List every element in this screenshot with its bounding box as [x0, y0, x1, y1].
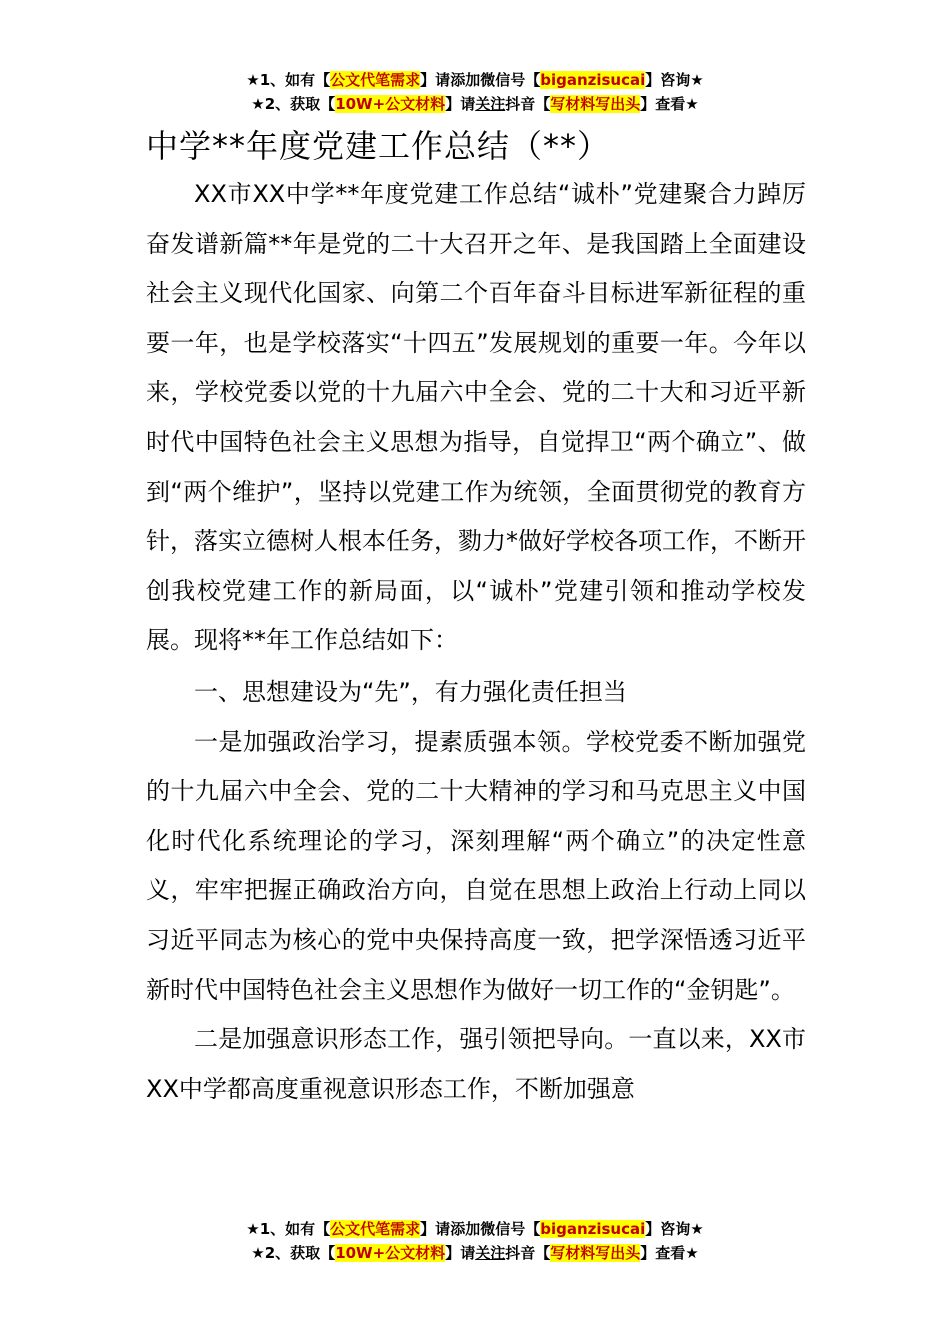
promo-line-1: ★1、如有【公文代笔需求】请添加微信号【biganzisucai】咨询★ [246, 1220, 704, 1238]
promo-douyin-id: 写材料写出头 [550, 1244, 641, 1262]
section-heading: 一、思想建设为“先”，有力强化责任担当 [194, 677, 627, 706]
bottom-promo-banner [0, 1217, 950, 1265]
document-title: 中学**年度党建工作总结（**） [146, 127, 611, 165]
paragraph-point-1: 一是加强政治学习，提素质强本领。学校党委不断加强党的十九届六中全会、党的二十大精神的学习和马克思主义中国化时代化系统理论的学习，深刻理解“两个确立”的决定性意义，牢牢把握正确政治方向，自觉在思想上政治上行动上同以习近平同志为核心的党中央保持高度一致，把学深悟透习近平新时代中国特色社会主义思想作为做好一切工作的“金钥匙”。 [146, 727, 806, 1004]
document-body [146, 170, 806, 1114]
top-promo-banner [0, 68, 950, 116]
promo-highlight: 公文代笔需求 [330, 1220, 421, 1238]
promo-line-2: ★2、获取【10W+公文材料】请关注抖音【写材料写出头】查看★ [251, 95, 699, 113]
promo-highlight: 公文代笔需求 [330, 71, 421, 89]
promo-highlight: 10W+公文材料 [335, 1244, 446, 1262]
promo-line-2: ★2、获取【10W+公文材料】请关注抖音【写材料写出头】查看★ [251, 1244, 699, 1262]
promo-douyin-id: 写材料写出头 [550, 95, 641, 113]
paragraph-intro: XX市XX中学**年度党建工作总结“诚朴”党建聚合力踔厉奋发谱新篇**年是党的二十大召开之年、是我国踏上全面建设社会主义现代化国家、向第二个百年奋斗目标进军新征程的重要一年，也是学校落实“十四五”发展规划的重要一年。今年以来，学校党委以党的十九届六中全会、党的二十大和习近平新时代中国特色社会主义思想为指导，自觉捍卫“两个确立”、做到“两个维护”，坚持以党建工作为统领，全面贯彻党的教育方针，落实立德树人根本任务，勠力*做好学校各项工作，不断开创我校党建工作的新局面，以“诚朴”党建引领和推动学校发展。现将**年工作总结如下： [146, 180, 806, 655]
paragraph-point-2: 二是加强意识形态工作，强引领把导向。一直以来，XX市XX中学都高度重视意识形态工作，不断加强意 [146, 1025, 806, 1103]
promo-highlight: 10W+公文材料 [335, 95, 446, 113]
promo-wechat-id: biganzisucai [540, 1220, 646, 1238]
promo-line-1: ★1、如有【公文代笔需求】请添加微信号【biganzisucai】咨询★ [246, 71, 704, 89]
promo-wechat-id: biganzisucai [540, 71, 646, 89]
